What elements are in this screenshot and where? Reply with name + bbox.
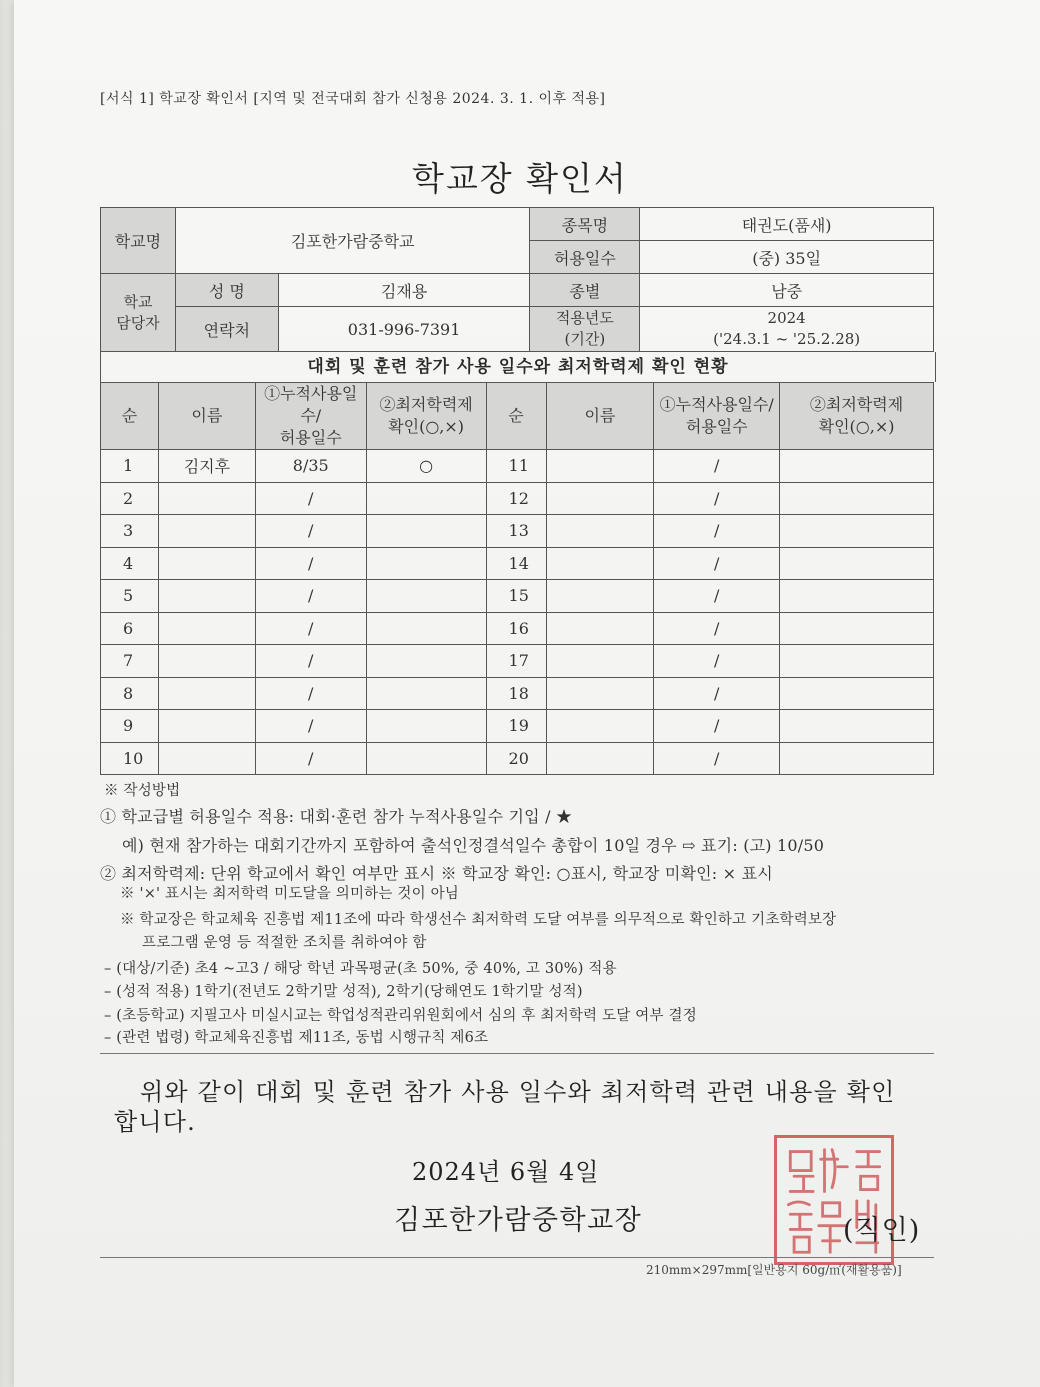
min-check-left (366, 742, 486, 775)
header-name-right: 이름 (546, 383, 654, 450)
paper-spec: 210mm×297mm[일반용지 60g/㎡(재활용품)] (646, 1263, 902, 1277)
roster-row (101, 515, 934, 548)
days-right: / (654, 515, 780, 548)
row-num-left: 10 (101, 742, 159, 775)
allowed-days-label: 허용일수 (530, 241, 640, 274)
header-num-right: 순 (486, 383, 546, 450)
days-left: / (255, 645, 366, 678)
event-value: 태권도(품새) (640, 208, 934, 241)
contact-label: 연락처 (175, 307, 278, 352)
background-edge (0, 0, 14, 1387)
student-name-left (158, 547, 255, 580)
roster-row (101, 710, 934, 743)
year-label-2: (기간) (564, 330, 606, 348)
days-right: / (654, 645, 780, 678)
student-name-right (546, 710, 654, 743)
category-value: 남중 (640, 274, 934, 307)
row-num-left: 8 (101, 677, 159, 710)
row-num-left: 2 (101, 482, 159, 515)
days-right: / (654, 547, 780, 580)
row-num-right: 15 (486, 580, 546, 613)
roster-row (101, 482, 934, 515)
note-2a: ※ '×' 표시는 최저학력 미도달을 의미하는 것이 아님 (120, 886, 460, 902)
student-name-right (546, 450, 654, 483)
days-left: / (255, 580, 366, 613)
row-num-right: 17 (486, 645, 546, 678)
header-num-left: 순 (101, 383, 159, 450)
row-num-left: 9 (101, 710, 159, 743)
sign-date: 2024년 6월 4일 (412, 1158, 600, 1186)
row-num-left: 5 (101, 580, 159, 613)
row-num-left: 7 (101, 645, 159, 678)
student-name-left (158, 710, 255, 743)
min-check-left (366, 515, 486, 548)
roster-row (101, 580, 934, 613)
note-2: ② 최저학력제: 단위 학교에서 확인 여부만 표시 ※ 학교장 확인: ○표시, 학교장 미확인: × 표시 (100, 864, 773, 883)
student-name-left (158, 580, 255, 613)
days-left: / (255, 710, 366, 743)
row-num-right: 18 (486, 677, 546, 710)
row-num-right: 20 (486, 742, 546, 775)
year-label-1: 적용년도 (555, 309, 614, 327)
days-left: / (255, 677, 366, 710)
student-name-left (158, 612, 255, 645)
min-check-left (366, 710, 486, 743)
min-check-left (366, 580, 486, 613)
bottom-rule (100, 1257, 934, 1258)
student-name-left (158, 677, 255, 710)
note-1: ① 학교급별 허용일수 적용: 대회·훈련 참가 누적사용일수 기입 / ★ (100, 807, 573, 826)
min-check-right (780, 482, 934, 515)
student-name-right (546, 677, 654, 710)
principal-name: 김포한가람중학교장 (394, 1205, 643, 1236)
days-right: / (654, 677, 780, 710)
student-name-right (546, 742, 654, 775)
header-min-left (366, 383, 486, 450)
min-check-right (780, 710, 934, 743)
header-days-right-1: ①누적사용일수/ (659, 395, 774, 414)
period-value: ('24.3.1 ~ '25.2.28) (713, 330, 861, 348)
status-title: 대회 및 훈련 참가 사용 일수와 최저학력제 확인 현황 (100, 352, 936, 382)
school-label: 학교명 (101, 208, 176, 274)
student-name-left (158, 742, 255, 775)
detail-law: – (관련 법령) 학교체육진흥법 제11조, 동법 시행규칙 제6조 (104, 1030, 489, 1046)
row-num-right: 11 (486, 450, 546, 483)
student-name-right (546, 645, 654, 678)
contact-value: 031-996-7391 (278, 307, 530, 352)
year-label (530, 307, 640, 352)
min-check-right (780, 645, 934, 678)
form-header: [서식 1] 학교장 확인서 [지역 및 전국대회 참가 신청용 2024. 3. 1. 이후 적용] (100, 91, 606, 107)
days-left: / (255, 742, 366, 775)
min-check-right (780, 742, 934, 775)
header-min-left-1: ②최저학력제 (379, 395, 473, 414)
detail-target: – (대상/기준) 초4 ~고3 / 해당 학년 과목평균(초 50%, 중 40%, 고 30%) 적용 (104, 961, 617, 977)
row-num-right: 12 (486, 482, 546, 515)
header-days-right (654, 383, 780, 450)
document-title: 학교장 확인서 (412, 159, 628, 198)
row-num-left: 4 (101, 547, 159, 580)
roster-row (101, 450, 934, 483)
min-check-left (366, 645, 486, 678)
days-right: / (654, 742, 780, 775)
roster-header-row (101, 383, 934, 450)
notes-heading: ※ 작성방법 (104, 783, 181, 799)
school-name: 김포한가람중학교 (175, 208, 530, 274)
note-2b: ※ 학교장은 학교체육 진흥법 제11조에 따라 학생선수 최저학력 도달 여부를 의무적으로 확인하고 기초학력보장 (120, 912, 837, 928)
event-label: 종목명 (530, 208, 640, 241)
days-right: / (654, 580, 780, 613)
days-left: / (255, 547, 366, 580)
days-right: / (654, 710, 780, 743)
min-check-left (366, 482, 486, 515)
min-check-right (780, 677, 934, 710)
seal-mark: (직인) (843, 1215, 921, 1246)
row-num-right: 13 (486, 515, 546, 548)
roster-row (101, 742, 934, 775)
days-left: / (255, 515, 366, 548)
name-label: 성 명 (175, 274, 278, 307)
min-check-left (366, 612, 486, 645)
header-min-right-2: 확인(○,×) (818, 417, 895, 436)
days-right: / (654, 482, 780, 515)
row-num-right: 14 (486, 547, 546, 580)
student-name-right (546, 515, 654, 548)
student-name-left (158, 645, 255, 678)
min-check-left: ○ (366, 450, 486, 483)
days-left: / (255, 612, 366, 645)
manager-label-1: 학교 (123, 292, 153, 311)
roster-body (101, 450, 934, 775)
student-name-left (158, 482, 255, 515)
roster-row (101, 612, 934, 645)
detail-grade: – (성적 적용) 1학기(전년도 2학기말 성적), 2학기(당해연도 1학기말 성적) (104, 984, 583, 1000)
year-value: 2024 (767, 309, 806, 327)
header-days-left-2: 허용일수 (279, 428, 342, 447)
row-num-right: 19 (486, 710, 546, 743)
roster-row (101, 677, 934, 710)
info-table (100, 207, 934, 352)
header-min-right-1: ②최저학력제 (809, 395, 904, 414)
student-name-left (158, 515, 255, 548)
header-min-right (780, 383, 934, 450)
header-min-left-2: 확인(○,×) (388, 417, 465, 436)
manager-label-2: 담당자 (116, 313, 160, 332)
roster-row (101, 645, 934, 678)
min-check-right (780, 580, 934, 613)
min-check-right (780, 515, 934, 548)
header-name-left: 이름 (158, 383, 255, 450)
min-check-right (780, 547, 934, 580)
student-name-left: 김지후 (158, 450, 255, 483)
days-right: / (654, 450, 780, 483)
manager-name: 김재용 (278, 274, 530, 307)
confirm-statement-line1: 위와 같이 대회 및 훈련 참가 사용 일수와 최저학력 관련 내용을 확인 (140, 1078, 896, 1106)
roster-row (101, 547, 934, 580)
detail-elementary: – (초등학교) 지필고사 미실시교는 학업성적관리위원회에서 심의 후 최저학력 도달 여부 결정 (104, 1008, 697, 1024)
header-days-left (255, 383, 366, 450)
note-1-example: 예) 현재 참가하는 대회기간까지 포함하여 출석인정결석일수 총합이 10일 경우 ⇨ 표기: (고) 10/50 (122, 836, 825, 855)
days-right: / (654, 612, 780, 645)
student-name-right (546, 547, 654, 580)
student-name-right (546, 612, 654, 645)
roster-table (100, 382, 934, 775)
student-name-right (546, 580, 654, 613)
note-2b-cont: 프로그램 운영 등 적절한 조치를 취하여야 함 (142, 935, 427, 951)
row-num-left: 3 (101, 515, 159, 548)
student-name-right (546, 482, 654, 515)
category-label: 종별 (530, 274, 640, 307)
confirm-statement-line2: 합니다. (114, 1108, 196, 1136)
row-num-right: 16 (486, 612, 546, 645)
days-left: / (255, 482, 366, 515)
days-left: 8/35 (255, 450, 366, 483)
min-check-left (366, 547, 486, 580)
year-cell (640, 307, 934, 352)
header-days-right-2: 허용일수 (685, 417, 748, 436)
min-check-right (780, 450, 934, 483)
row-num-left: 1 (101, 450, 159, 483)
min-check-left (366, 677, 486, 710)
allowed-days-value: (중) 35일 (640, 241, 934, 274)
header-days-left-1: ①누적사용일수/ (264, 384, 358, 425)
row-num-left: 6 (101, 612, 159, 645)
divider (100, 1053, 934, 1054)
manager-label (101, 274, 176, 352)
min-check-right (780, 612, 934, 645)
